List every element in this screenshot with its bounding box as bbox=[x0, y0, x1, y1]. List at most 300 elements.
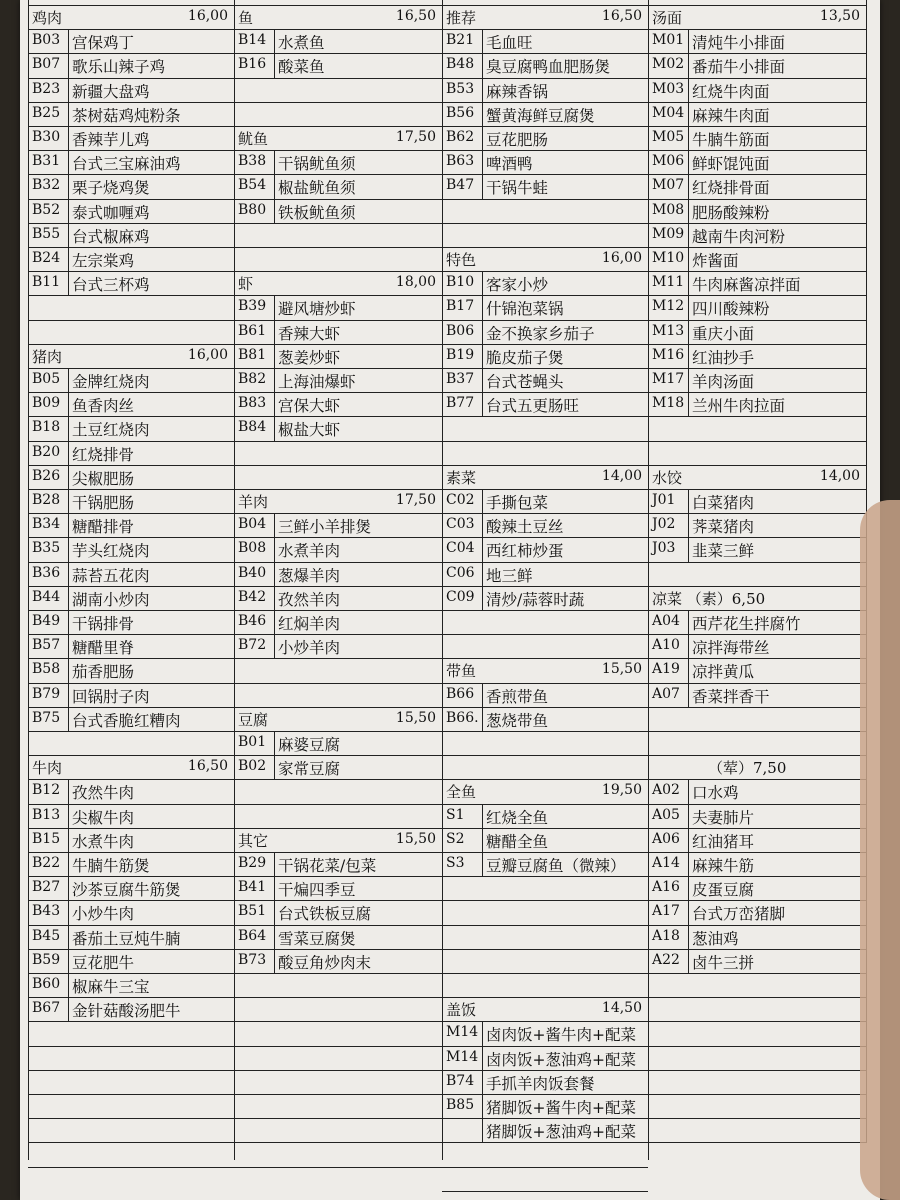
item-name: 西芹花生拌腐竹 bbox=[692, 615, 801, 633]
item-code: J03 bbox=[652, 540, 676, 557]
item-code: B37 bbox=[446, 371, 475, 387]
item-code: M18 bbox=[652, 395, 685, 412]
code-divider bbox=[68, 79, 69, 102]
item-code: B53 bbox=[446, 80, 475, 97]
empty-row bbox=[442, 926, 648, 950]
section-header bbox=[648, 6, 866, 30]
empty-row bbox=[234, 103, 442, 127]
item-code: B40 bbox=[238, 564, 267, 581]
menu-item-row bbox=[28, 853, 234, 877]
top-border bbox=[648, 0, 866, 6]
item-code: B63 bbox=[446, 153, 475, 170]
code-divider bbox=[68, 587, 69, 610]
menu-item-row bbox=[648, 79, 866, 103]
menu-item-row bbox=[442, 296, 648, 320]
code-divider bbox=[274, 200, 275, 223]
code-divider bbox=[68, 611, 69, 634]
code-divider bbox=[68, 393, 69, 416]
item-name: 家常豆腐 bbox=[278, 760, 341, 779]
section-header bbox=[28, 756, 234, 780]
item-code: B38 bbox=[238, 153, 267, 170]
menu-item-row bbox=[28, 151, 234, 175]
menu-item-row bbox=[28, 272, 234, 296]
code-divider bbox=[482, 345, 483, 368]
item-code: M11 bbox=[652, 274, 685, 291]
item-name: 葱油鸡 bbox=[692, 929, 739, 948]
item-name: 鲜虾馄饨面 bbox=[692, 155, 770, 174]
item-name: 肥肠酸辣粉 bbox=[692, 203, 770, 222]
column-border bbox=[28, 0, 29, 1160]
code-divider bbox=[482, 563, 483, 586]
section-title: 推荐 bbox=[446, 9, 477, 27]
item-code: M03 bbox=[652, 80, 685, 97]
item-name: 栗子烧鸡煲 bbox=[72, 179, 150, 198]
menu-item-row bbox=[442, 321, 648, 345]
item-code: C09 bbox=[446, 588, 475, 605]
menu-item-row bbox=[234, 926, 442, 950]
menu-item-row bbox=[234, 514, 442, 538]
item-name: 红油猪耳 bbox=[692, 832, 755, 851]
code-divider bbox=[482, 829, 483, 852]
item-name: 台式香脆红糟肉 bbox=[72, 711, 181, 730]
item-code: B34 bbox=[32, 516, 61, 533]
item-name: 金针菇酸汤肥牛 bbox=[72, 1002, 181, 1021]
item-name: 毛血旺 bbox=[486, 34, 533, 53]
empty-row bbox=[234, 1119, 442, 1143]
section-title: 带鱼 bbox=[446, 662, 477, 681]
item-code: B83 bbox=[238, 395, 267, 412]
top-border bbox=[28, 0, 234, 6]
empty-row bbox=[234, 1022, 442, 1046]
code-divider bbox=[482, 514, 483, 537]
menu-item-row bbox=[442, 514, 648, 538]
item-name: 地三鲜 bbox=[486, 566, 533, 585]
empty-row bbox=[442, 1143, 648, 1167]
code-divider bbox=[274, 296, 275, 319]
menu-item-row bbox=[442, 272, 648, 296]
item-name: 夫妻肺片 bbox=[692, 808, 755, 827]
item-code: B01 bbox=[238, 734, 267, 750]
item-code: B14 bbox=[238, 32, 267, 49]
item-code: B58 bbox=[32, 661, 61, 678]
item-name: 臭豆腐鸭血肥肠煲 bbox=[486, 58, 611, 77]
code-divider bbox=[68, 853, 69, 876]
code-divider bbox=[68, 974, 69, 997]
section-price: 19,50 bbox=[601, 782, 642, 799]
item-name: 三鲜小羊排煲 bbox=[278, 518, 372, 537]
item-name: 清炖牛小排面 bbox=[692, 34, 786, 53]
item-code: S3 bbox=[446, 855, 465, 871]
code-divider bbox=[274, 756, 275, 779]
section-title: 鸡肉 bbox=[32, 9, 63, 27]
menu-item-row bbox=[442, 54, 648, 78]
item-code: B35 bbox=[32, 540, 61, 557]
code-divider bbox=[688, 538, 689, 561]
code-divider bbox=[482, 175, 483, 198]
item-code: C02 bbox=[446, 492, 475, 508]
item-code: A17 bbox=[652, 903, 680, 920]
menu-item-row bbox=[442, 103, 648, 127]
item-code: B43 bbox=[32, 903, 61, 920]
menu-item-row bbox=[28, 926, 234, 950]
item-code: B59 bbox=[32, 951, 61, 968]
item-code: M09 bbox=[652, 225, 685, 242]
empty-row bbox=[234, 659, 442, 683]
section-title: 虾 bbox=[238, 275, 254, 294]
item-code: B80 bbox=[238, 201, 267, 218]
item-name: 尖椒牛肉 bbox=[72, 808, 135, 827]
item-code: S2 bbox=[446, 830, 465, 847]
item-code: B85 bbox=[446, 1097, 475, 1113]
code-divider bbox=[68, 877, 69, 900]
menu-item-row bbox=[442, 127, 648, 151]
item-code: B55 bbox=[32, 225, 61, 242]
item-code: M07 bbox=[652, 177, 685, 194]
item-name: 上海油爆虾 bbox=[278, 373, 356, 391]
empty-row bbox=[442, 224, 648, 248]
menu-item-row bbox=[234, 345, 442, 369]
menu-item-row bbox=[28, 538, 234, 562]
item-code: M13 bbox=[652, 322, 685, 339]
empty-row bbox=[442, 417, 648, 441]
item-name: 酸菜鱼 bbox=[278, 58, 325, 77]
code-divider bbox=[68, 417, 69, 440]
menu-item-row bbox=[648, 175, 866, 199]
item-name: 干锅花菜/包菜 bbox=[278, 857, 377, 875]
code-divider bbox=[68, 998, 69, 1021]
menu-item-row bbox=[442, 829, 648, 853]
code-divider bbox=[688, 514, 689, 537]
item-code: C06 bbox=[446, 564, 475, 581]
item-code: B06 bbox=[446, 322, 475, 339]
menu-item-row bbox=[234, 732, 442, 756]
top-border bbox=[442, 0, 648, 6]
item-name: 香煎带鱼 bbox=[486, 687, 549, 706]
section-price: 14,00 bbox=[601, 467, 642, 484]
empty-row bbox=[648, 1047, 866, 1071]
menu-item-row bbox=[648, 853, 866, 877]
menu-item-row bbox=[648, 393, 866, 417]
menu-item-row bbox=[28, 393, 234, 417]
menu-item-row bbox=[234, 30, 442, 54]
item-code: B51 bbox=[238, 903, 267, 920]
menu-item-row bbox=[28, 103, 234, 127]
item-name: 手抓羊肉饭套餐 bbox=[486, 1074, 595, 1093]
section-title: 凉菜 （素）6,50 bbox=[652, 589, 766, 608]
item-name: 番茄牛小排面 bbox=[692, 58, 786, 77]
item-code: A18 bbox=[652, 927, 680, 944]
menu-item-row bbox=[442, 538, 648, 562]
menu-item-row bbox=[648, 684, 866, 708]
empty-row bbox=[648, 974, 866, 998]
item-code: B44 bbox=[32, 588, 61, 605]
menu-item-row bbox=[442, 175, 648, 199]
section-title: 汤面 bbox=[652, 9, 683, 27]
code-divider bbox=[482, 1022, 483, 1045]
item-name: 小炒羊肉 bbox=[278, 639, 341, 658]
empty-row bbox=[234, 442, 442, 466]
item-name: 沙茶豆腐牛筋煲 bbox=[72, 881, 181, 900]
item-name: 台式万峦猪脚 bbox=[692, 905, 786, 924]
menu-item-row bbox=[28, 490, 234, 514]
menu-item-row bbox=[28, 974, 234, 998]
item-code: B28 bbox=[32, 492, 61, 508]
section-price: 15,50 bbox=[395, 830, 436, 847]
item-name: 台式三杯鸡 bbox=[72, 276, 150, 295]
item-name: 茄香肥肠 bbox=[72, 663, 135, 682]
item-code: B54 bbox=[238, 177, 267, 194]
item-name: 卤肉饭+酱牛肉+配菜 bbox=[486, 1026, 636, 1045]
code-divider bbox=[688, 127, 689, 150]
item-name: 台式椒麻鸡 bbox=[72, 227, 150, 246]
section-header bbox=[234, 490, 442, 514]
section-title: 鱼 bbox=[238, 9, 254, 27]
code-divider bbox=[688, 926, 689, 949]
menu-item-row bbox=[648, 829, 866, 853]
empty-row bbox=[28, 1022, 234, 1046]
item-name: 芋头红烧肉 bbox=[72, 542, 150, 561]
item-name: 干锅牛蛙 bbox=[486, 179, 549, 198]
item-name: 番茄土豆炖牛腩 bbox=[72, 929, 181, 948]
item-name: 麻辣香锅 bbox=[486, 82, 549, 101]
code-divider bbox=[482, 369, 483, 392]
item-name: 羊肉汤面 bbox=[692, 373, 755, 391]
item-code: B17 bbox=[446, 298, 475, 315]
empty-row bbox=[442, 756, 648, 780]
section-header bbox=[648, 466, 866, 490]
menu-item-row bbox=[442, 345, 648, 369]
menu-item-row bbox=[234, 151, 442, 175]
item-name: 卤肉饭+葱油鸡+配菜 bbox=[486, 1050, 636, 1069]
menu-item-row bbox=[648, 151, 866, 175]
item-code: M14 bbox=[446, 1024, 479, 1041]
item-name: 椒盐大虾 bbox=[278, 421, 341, 440]
item-name: 荠菜猪肉 bbox=[692, 518, 755, 537]
code-divider bbox=[274, 901, 275, 924]
empty-row bbox=[28, 1119, 234, 1143]
code-divider bbox=[482, 79, 483, 102]
item-name: 牛肉麻酱凉拌面 bbox=[692, 276, 801, 295]
section-price: 16,00 bbox=[601, 250, 642, 266]
item-name: 台式铁板豆腐 bbox=[278, 905, 372, 924]
section-header bbox=[28, 6, 234, 30]
item-name: 避风塘炒虾 bbox=[278, 300, 356, 319]
menu-item-row bbox=[648, 659, 866, 683]
item-name: 干锅排骨 bbox=[72, 615, 135, 633]
item-code: B45 bbox=[32, 927, 61, 944]
item-code: J01 bbox=[652, 492, 676, 508]
item-name: 土豆红烧肉 bbox=[72, 421, 150, 440]
item-name: 红烧排骨面 bbox=[692, 179, 770, 198]
code-divider bbox=[274, 151, 275, 174]
item-code: B74 bbox=[446, 1072, 475, 1089]
code-divider bbox=[68, 369, 69, 392]
item-code: B46 bbox=[238, 613, 267, 629]
menu-item-row bbox=[234, 587, 442, 611]
item-code: B10 bbox=[446, 274, 475, 291]
menu-item-row bbox=[28, 466, 234, 490]
menu-item-row bbox=[442, 369, 648, 393]
code-divider bbox=[68, 901, 69, 924]
empty-row bbox=[648, 708, 866, 732]
section-price: 15,50 bbox=[395, 709, 436, 726]
menu-item-row bbox=[648, 901, 866, 925]
menu-item-row bbox=[28, 200, 234, 224]
code-divider bbox=[68, 30, 69, 53]
item-code: B02 bbox=[238, 758, 267, 775]
code-divider bbox=[274, 853, 275, 876]
menu-item-row bbox=[28, 369, 234, 393]
item-name: 香辣大虾 bbox=[278, 324, 341, 343]
item-name: 铁板鱿鱼须 bbox=[278, 203, 356, 222]
code-divider bbox=[68, 659, 69, 682]
code-divider bbox=[688, 393, 689, 416]
menu-item-row bbox=[648, 54, 866, 78]
code-divider bbox=[482, 127, 483, 150]
code-divider bbox=[68, 829, 69, 852]
menu-item-row bbox=[234, 393, 442, 417]
section-header bbox=[234, 708, 442, 732]
code-divider bbox=[688, 805, 689, 828]
section-title: 素菜 bbox=[446, 468, 477, 487]
empty-row bbox=[442, 442, 648, 466]
item-code: B49 bbox=[32, 613, 61, 629]
column-border bbox=[234, 0, 235, 1160]
item-name: 小炒牛肉 bbox=[72, 905, 135, 924]
code-divider bbox=[274, 926, 275, 949]
item-name: 台式五更肠旺 bbox=[486, 397, 580, 416]
code-divider bbox=[482, 1047, 483, 1070]
menu-item-row bbox=[234, 611, 442, 635]
empty-row bbox=[234, 79, 442, 103]
code-divider bbox=[274, 417, 275, 440]
item-code: B47 bbox=[446, 177, 475, 194]
item-code: A14 bbox=[652, 855, 680, 871]
item-code: B57 bbox=[32, 637, 61, 654]
code-divider bbox=[688, 321, 689, 344]
empty-row bbox=[648, 442, 866, 466]
item-name: 西红柿炒蛋 bbox=[486, 542, 564, 561]
item-name: 葱爆羊肉 bbox=[278, 566, 341, 585]
empty-row bbox=[234, 805, 442, 829]
item-code: B22 bbox=[32, 855, 61, 871]
section-header bbox=[442, 998, 648, 1022]
item-code: M05 bbox=[652, 129, 685, 145]
menu-item-row bbox=[28, 563, 234, 587]
item-name: 红烧排骨 bbox=[72, 445, 135, 464]
item-code: B26 bbox=[32, 467, 61, 484]
item-name: 椒麻牛三宝 bbox=[72, 978, 150, 996]
code-divider bbox=[274, 587, 275, 610]
menu-item-row bbox=[28, 514, 234, 538]
menu-item-row bbox=[442, 79, 648, 103]
empty-row bbox=[442, 1168, 648, 1192]
empty-row bbox=[442, 635, 648, 659]
empty-row bbox=[648, 417, 866, 441]
item-name: 酸辣土豆丝 bbox=[486, 518, 564, 537]
menu-item-row bbox=[234, 635, 442, 659]
code-divider bbox=[482, 321, 483, 344]
menu-item-row bbox=[648, 272, 866, 296]
code-divider bbox=[688, 369, 689, 392]
item-name: 酸豆角炒肉末 bbox=[278, 953, 372, 972]
section-price: 15,50 bbox=[601, 661, 642, 678]
item-name: 泰式咖喱鸡 bbox=[72, 203, 150, 222]
item-name: 重庆小面 bbox=[692, 324, 755, 343]
code-divider bbox=[274, 175, 275, 198]
item-name: 客家小炒 bbox=[486, 276, 549, 295]
menu-item-row bbox=[28, 998, 234, 1022]
code-divider bbox=[274, 877, 275, 900]
item-code: M02 bbox=[652, 56, 685, 73]
item-code: M04 bbox=[652, 104, 685, 121]
empty-row bbox=[442, 974, 648, 998]
menu-item-row bbox=[28, 708, 234, 732]
code-divider bbox=[274, 635, 275, 658]
menu-item-row bbox=[648, 635, 866, 659]
section-title: （荤）7,50 bbox=[708, 759, 787, 778]
empty-row bbox=[28, 296, 234, 320]
menu-item-row bbox=[442, 805, 648, 829]
item-code: A19 bbox=[652, 661, 680, 678]
item-code: B75 bbox=[32, 709, 61, 726]
empty-row bbox=[442, 877, 648, 901]
menu-item-row bbox=[648, 369, 866, 393]
item-name: 宫保鸡丁 bbox=[72, 34, 135, 53]
item-code: B31 bbox=[32, 153, 61, 170]
item-name: 什锦泡菜锅 bbox=[486, 300, 564, 319]
code-divider bbox=[482, 1095, 483, 1118]
item-code: A16 bbox=[652, 879, 680, 896]
section-header bbox=[28, 345, 234, 369]
code-divider bbox=[688, 490, 689, 513]
empty-row bbox=[648, 1071, 866, 1095]
code-divider bbox=[482, 805, 483, 828]
section-header bbox=[234, 6, 442, 30]
code-divider bbox=[482, 54, 483, 77]
item-code: B82 bbox=[238, 371, 267, 387]
section-header bbox=[648, 587, 866, 611]
menu-item-row bbox=[28, 805, 234, 829]
section-price: 14,50 bbox=[601, 1000, 642, 1017]
code-divider bbox=[68, 200, 69, 223]
menu-item-row bbox=[28, 587, 234, 611]
section-header bbox=[234, 829, 442, 853]
code-divider bbox=[482, 296, 483, 319]
code-divider bbox=[274, 345, 275, 368]
item-name: 红烧牛肉面 bbox=[692, 82, 770, 101]
item-code: B64 bbox=[238, 927, 267, 944]
item-code: B48 bbox=[446, 56, 475, 73]
code-divider bbox=[688, 103, 689, 126]
menu-item-row bbox=[28, 611, 234, 635]
code-divider bbox=[274, 563, 275, 586]
empty-row bbox=[234, 1095, 442, 1119]
item-name: 牛腩牛筋面 bbox=[692, 131, 770, 149]
code-divider bbox=[688, 829, 689, 852]
code-divider bbox=[688, 780, 689, 803]
code-divider bbox=[688, 54, 689, 77]
item-code: B52 bbox=[32, 201, 61, 218]
menu-item-row bbox=[442, 393, 648, 417]
item-code: M16 bbox=[652, 346, 685, 363]
item-code: B66 bbox=[446, 685, 475, 702]
item-name: 皮蛋豆腐 bbox=[692, 881, 755, 900]
menu-item-row bbox=[648, 805, 866, 829]
code-divider bbox=[274, 514, 275, 537]
menu-sheet bbox=[20, 0, 880, 1200]
code-divider bbox=[274, 393, 275, 416]
